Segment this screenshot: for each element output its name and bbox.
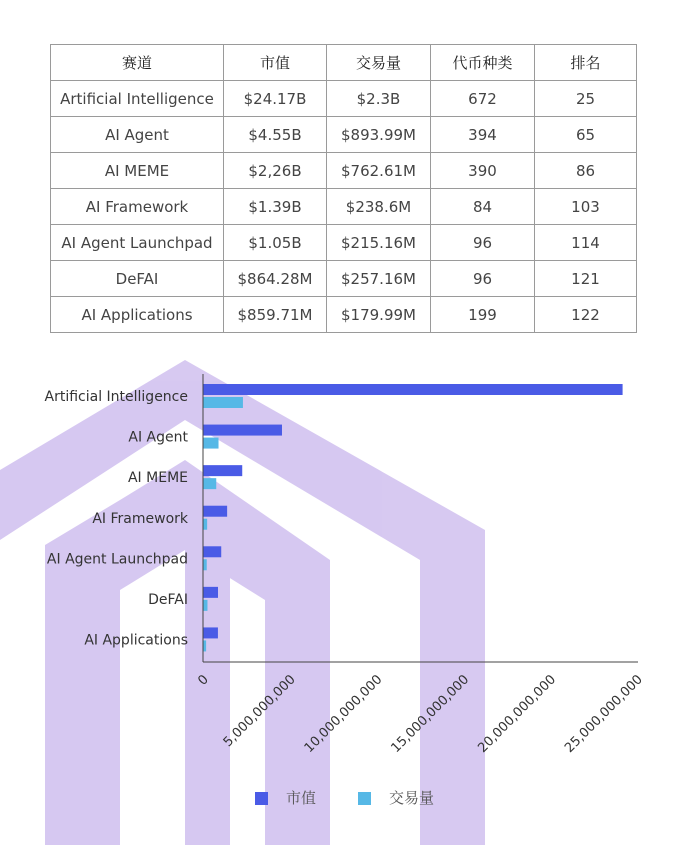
- table-header-row: [51, 45, 637, 81]
- cell-rank: 25: [535, 81, 637, 117]
- cell-rank: 86: [535, 153, 637, 189]
- table-row: [51, 189, 637, 225]
- legend-item-volume: [358, 788, 434, 808]
- cell-rank: 103: [535, 189, 637, 225]
- header-rank: 排名: [535, 45, 637, 81]
- cell-market-cap: $1.39B: [224, 189, 327, 225]
- cell-token-count: 672: [431, 81, 535, 117]
- cell-sector: Artificial Intelligence: [51, 81, 224, 117]
- cell-token-count: 394: [431, 117, 535, 153]
- table-row: [51, 153, 637, 189]
- x-tick-label: 20,000,000,000: [475, 672, 560, 756]
- header-market-cap: 市值: [224, 45, 327, 81]
- cell-volume: $215.16M: [327, 225, 431, 261]
- legend-swatch-volume: [358, 792, 371, 805]
- cell-sector: DeFAI: [51, 261, 224, 297]
- chart-legend: [0, 788, 688, 808]
- bar-market-cap: [203, 587, 218, 598]
- table-row: [51, 117, 637, 153]
- x-tick-label: 5,000,000,000: [220, 672, 299, 751]
- x-tick-label: 0: [195, 672, 212, 689]
- cell-volume: $238.6M: [327, 189, 431, 225]
- cell-volume: $762.61M: [327, 153, 431, 189]
- legend-item-market-cap: [255, 788, 316, 808]
- table-row: [51, 297, 637, 333]
- bar-volume: [203, 559, 207, 570]
- bar-market-cap: [203, 546, 221, 557]
- bar-market-cap: [203, 425, 282, 436]
- legend-label-volume: 交易量: [389, 789, 435, 807]
- legend-label-market-cap: 市值: [286, 789, 317, 807]
- y-tick-label: AI Agent: [128, 429, 188, 446]
- legend-swatch-market-cap: [255, 792, 268, 805]
- cell-rank: 122: [535, 297, 637, 333]
- y-tick-label: AI Applications: [84, 632, 188, 649]
- cell-sector: AI Framework: [51, 189, 224, 225]
- cell-rank: 121: [535, 261, 637, 297]
- table-row: [51, 261, 637, 297]
- x-tick-label: 10,000,000,000: [301, 672, 386, 756]
- cell-market-cap: $859.71M: [224, 297, 327, 333]
- header-sector: 赛道: [51, 45, 224, 81]
- cell-volume: $179.99M: [327, 297, 431, 333]
- cell-market-cap: $864.28M: [224, 261, 327, 297]
- y-tick-label: AI Agent Launchpad: [46, 551, 188, 568]
- cell-token-count: 390: [431, 153, 535, 189]
- bar-volume: [203, 397, 243, 408]
- y-tick-label: Artificial Intelligence: [44, 389, 188, 406]
- header-volume: 交易量: [327, 45, 431, 81]
- bar-volume: [203, 438, 219, 449]
- table-row: [51, 225, 637, 261]
- cell-volume: $257.16M: [327, 261, 431, 297]
- cell-rank: 114: [535, 225, 637, 261]
- bar-volume: [203, 519, 207, 530]
- cell-sector: AI Applications: [51, 297, 224, 333]
- cell-sector: AI Agent Launchpad: [51, 225, 224, 261]
- bar-volume: [203, 478, 216, 489]
- cell-token-count: 96: [431, 225, 535, 261]
- bar-volume: [203, 600, 207, 611]
- cell-sector: AI Agent: [51, 117, 224, 153]
- cell-token-count: 84: [431, 189, 535, 225]
- cell-market-cap: $4.55B: [224, 117, 327, 153]
- bar-market-cap: [203, 506, 227, 517]
- table-row: [51, 81, 637, 117]
- x-tick-label: 25,000,000,000: [562, 672, 646, 756]
- y-tick-label: DeFAI: [148, 591, 188, 608]
- cell-token-count: 199: [431, 297, 535, 333]
- crypto-sector-table: [50, 44, 637, 333]
- header-token-count: 代币种类: [431, 45, 535, 81]
- bar-market-cap: [203, 465, 242, 476]
- cell-sector: AI MEME: [51, 153, 224, 189]
- cell-volume: $2.3B: [327, 81, 431, 117]
- x-tick-label: 15,000,000,000: [388, 672, 473, 756]
- cell-market-cap: $24.17B: [224, 81, 327, 117]
- cell-token-count: 96: [431, 261, 535, 297]
- horizontal-bar-chart: [0, 340, 688, 845]
- bar-market-cap: [203, 384, 623, 395]
- cell-market-cap: $2,26B: [224, 153, 327, 189]
- cell-volume: $893.99M: [327, 117, 431, 153]
- y-tick-label: AI Framework: [92, 510, 188, 527]
- y-tick-label: AI MEME: [127, 470, 188, 487]
- cell-market-cap: $1.05B: [224, 225, 327, 261]
- bar-market-cap: [203, 627, 218, 638]
- cell-rank: 65: [535, 117, 637, 153]
